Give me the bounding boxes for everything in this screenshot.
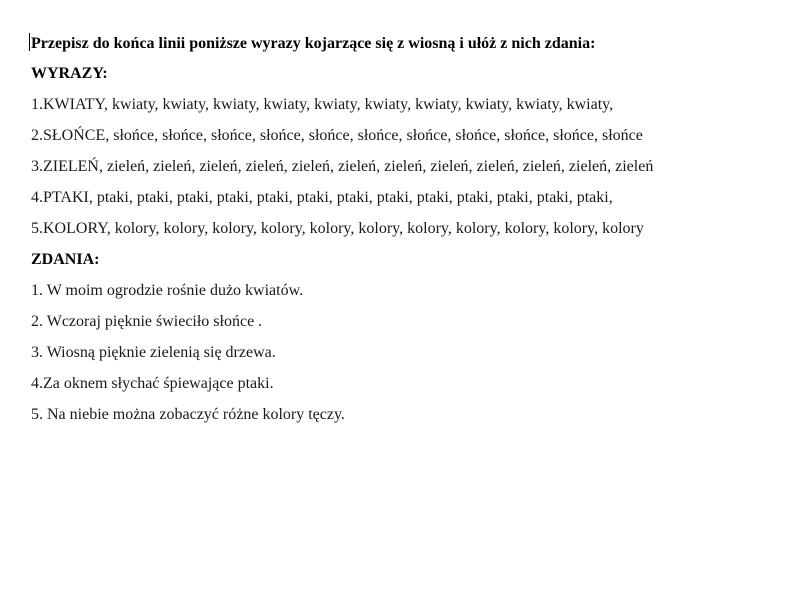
sentence-line-1: 1. W moim ogrodzie rośnie dużo kwiatów. [31, 282, 304, 299]
word-line-2: 2.SŁOŃCE, słońce, słońce, słońce, słońce, słońce, słońce, słońce, słońce, słońce, słońce, słońce [31, 127, 643, 144]
word-line-3: 3.ZIELEŃ, zieleń, zieleń, zieleń, zieleń, zieleń, zieleń, zieleń, zieleń, zieleń, zieleń, zieleń, zieleń [31, 158, 654, 175]
sentence-line-4: 4.Za oknem słychać śpiewające ptaki. [31, 375, 274, 392]
sentences-heading: ZDANIA: [31, 251, 100, 268]
word-line-4: 4.PTAKI, ptaki, ptaki, ptaki, ptaki, ptaki, ptaki, ptaki, ptaki, ptaki, ptaki, ptaki, ptaki, ptaki, [31, 189, 613, 206]
document-body[interactable] [31, 30, 791, 430]
sentence-line-2: 2. Wczoraj pięknie świeciło słońce . [31, 313, 263, 330]
sentence-line-5: 5. Na niebie można zobaczyć różne kolory tęczy. [31, 406, 345, 423]
text-cursor [29, 33, 30, 51]
word-line-5: 5.KOLORY, kolory, kolory, kolory, kolory, kolory, kolory, kolory, kolory, kolory, kolory, kolory [31, 220, 644, 237]
sentence-line-3: 3. Wiosną pięknie zielenią się drzewa. [31, 344, 276, 361]
words-heading: WYRAZY: [31, 65, 108, 82]
instruction-text: Przepisz do końca linii poniższe wyrazy kojarzące się z wiosną i ułóż z nich zdania: [31, 35, 596, 52]
word-line-1: 1.KWIATY, kwiaty, kwiaty, kwiaty, kwiaty, kwiaty, kwiaty, kwiaty, kwiaty, kwiaty, kwiaty, [31, 96, 614, 113]
